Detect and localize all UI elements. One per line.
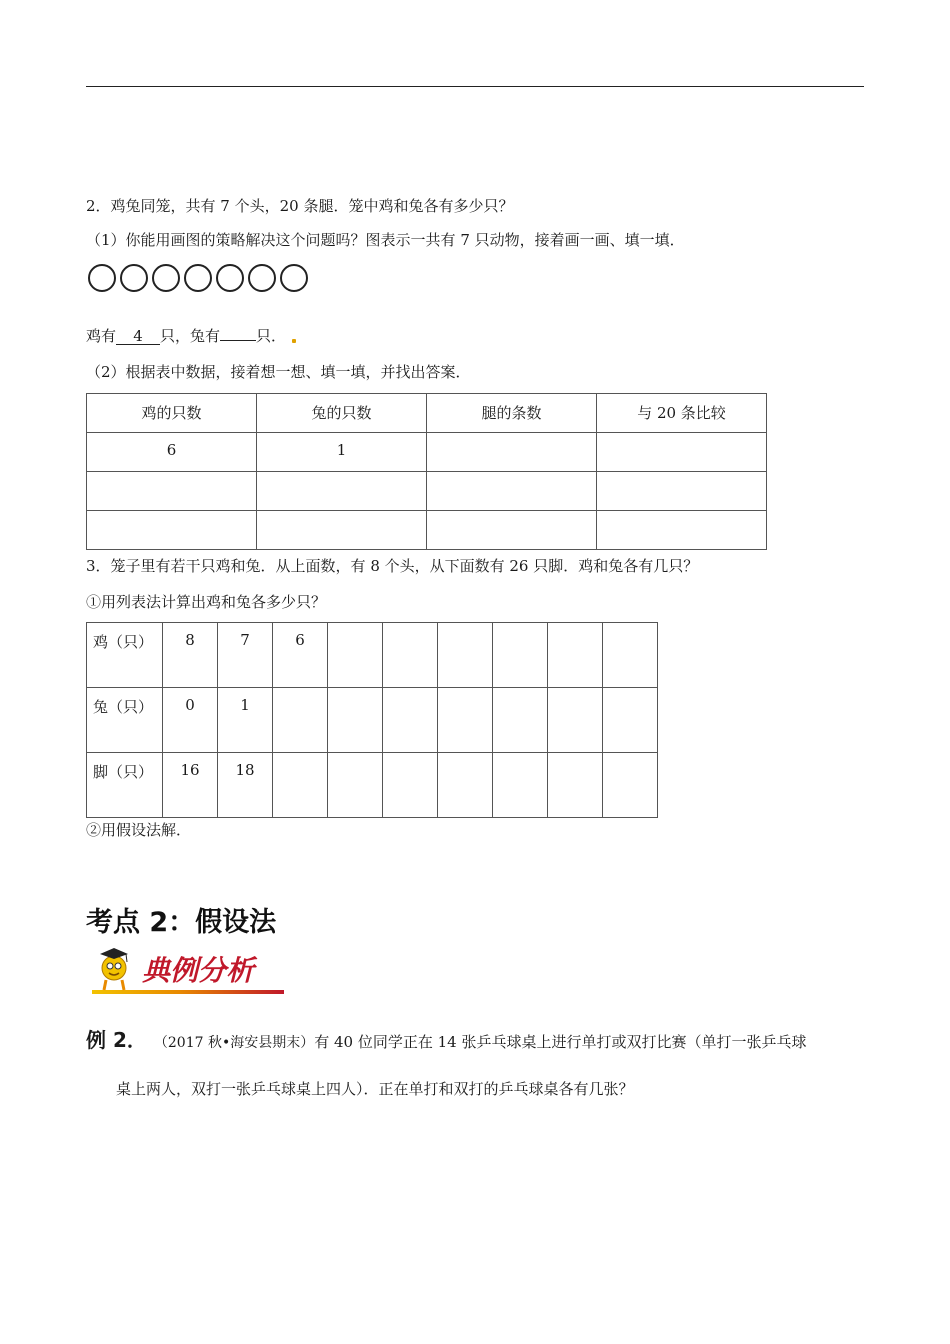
section-title: 考点 2：假设法: [86, 907, 277, 938]
table-cell[interactable]: 6: [273, 623, 328, 688]
example-line-1: [86, 1030, 866, 1053]
example-2: [86, 1030, 866, 1099]
animal-circle: [88, 264, 116, 292]
q2-title: 2．鸡兔同笼，共有 7 个头，20 条腿．笼中鸡和兔各有多少只？: [86, 197, 514, 215]
rabbit-blank[interactable]: [220, 340, 256, 341]
fill-suffix: 只．: [256, 327, 287, 345]
table-cell[interactable]: [603, 688, 658, 753]
banner-underline: [92, 990, 284, 994]
q3-sub1: ①用列表法计算出鸡和兔各多少只？: [86, 593, 327, 611]
fill-mid: 只，兔有: [160, 327, 221, 345]
example-text-2: 桌上两人，双打一张乒乓球桌上四人）．正在单打和双打的乒乓球桌各有几张？: [116, 1080, 634, 1098]
animal-circle: [280, 264, 308, 292]
table-cell[interactable]: [493, 753, 548, 818]
animal-circles: [88, 264, 308, 292]
table-header-cell: 与 20 条比较: [597, 394, 767, 433]
q2-part2: （2）根据表中数据，接着想一想、填一填，并找出答案．: [86, 363, 471, 381]
q3-table: [86, 622, 658, 818]
table-cell[interactable]: 7: [218, 623, 273, 688]
table-cell[interactable]: [427, 511, 597, 550]
row-label: 鸡（只）: [87, 623, 163, 688]
table-header-cell: 鸡的只数: [87, 394, 257, 433]
example-analysis-banner: [92, 940, 284, 998]
table-cell[interactable]: [438, 688, 493, 753]
table-cell[interactable]: [603, 623, 658, 688]
table-cell[interactable]: [603, 753, 658, 818]
table-header-cell: 腿的条数: [427, 394, 597, 433]
example-text-1: 有 40 位同学正在 14 张乒乓球桌上进行单打或双打比赛（单打一张乒乓球: [314, 1033, 807, 1051]
table-cell[interactable]: [597, 472, 767, 511]
table-cell[interactable]: [548, 623, 603, 688]
q3-sub2: ②用假设法解．: [86, 821, 192, 839]
table-cell[interactable]: 8: [163, 623, 218, 688]
example-source: （2017 秋•海安县期末）: [160, 1035, 315, 1051]
table-row: [87, 688, 658, 753]
table-cell[interactable]: [328, 753, 383, 818]
graduate-mascot-icon: [100, 948, 128, 990]
table-cell[interactable]: 1: [257, 433, 427, 472]
table-row: [87, 623, 658, 688]
q2-table: [86, 393, 767, 550]
table-row: [87, 433, 767, 472]
fill-prefix: 鸡有: [86, 327, 117, 345]
table-cell[interactable]: 18: [218, 753, 273, 818]
example-label: 例 2．: [86, 1028, 147, 1052]
table-cell[interactable]: [328, 688, 383, 753]
table-cell[interactable]: [87, 511, 257, 550]
animal-circle: [152, 264, 180, 292]
table-cell[interactable]: [438, 623, 493, 688]
animal-circle: [216, 264, 244, 292]
table-cell[interactable]: [87, 472, 257, 511]
marker-dot: [292, 339, 296, 343]
table-row: [87, 511, 767, 550]
table-cell[interactable]: [273, 753, 328, 818]
q2-fill-line: [86, 326, 296, 346]
table-cell[interactable]: 1: [218, 688, 273, 753]
table-cell[interactable]: [438, 753, 493, 818]
banner-text: 典例分析: [142, 954, 255, 987]
table-row: [87, 472, 767, 511]
table-row: [87, 753, 658, 818]
table-cell[interactable]: [383, 623, 438, 688]
chicken-blank[interactable]: 4: [116, 328, 160, 345]
table-cell[interactable]: [383, 688, 438, 753]
table-header-row: [87, 394, 767, 433]
animal-circle: [120, 264, 148, 292]
table-cell[interactable]: [427, 472, 597, 511]
table-cell[interactable]: [493, 688, 548, 753]
q3-title: 3．笼子里有若干只鸡和兔．从上面数，有 8 个头，从下面数有 26 只脚．鸡和兔各有几只？: [86, 557, 699, 575]
table-cell[interactable]: [427, 433, 597, 472]
table-cell[interactable]: 0: [163, 688, 218, 753]
table-cell[interactable]: 6: [87, 433, 257, 472]
table-cell[interactable]: [493, 623, 548, 688]
row-label: 脚（只）: [87, 753, 163, 818]
table-cell[interactable]: [257, 472, 427, 511]
table-header-cell: 兔的只数: [257, 394, 427, 433]
animal-circle: [248, 264, 276, 292]
table-cell[interactable]: 16: [163, 753, 218, 818]
table-cell[interactable]: [548, 753, 603, 818]
table-cell[interactable]: [548, 688, 603, 753]
table-cell[interactable]: [597, 511, 767, 550]
table-cell[interactable]: [383, 753, 438, 818]
header-rule: [86, 86, 864, 87]
table-cell[interactable]: [328, 623, 383, 688]
animal-circle: [184, 264, 212, 292]
table-cell[interactable]: [257, 511, 427, 550]
table-cell[interactable]: [597, 433, 767, 472]
table-cell[interactable]: [273, 688, 328, 753]
row-label: 兔（只）: [87, 688, 163, 753]
q2-part1: （1）你能用画图的策略解决这个问题吗？图表示一共有 7 只动物，接着画一画、填一填．: [86, 231, 685, 249]
